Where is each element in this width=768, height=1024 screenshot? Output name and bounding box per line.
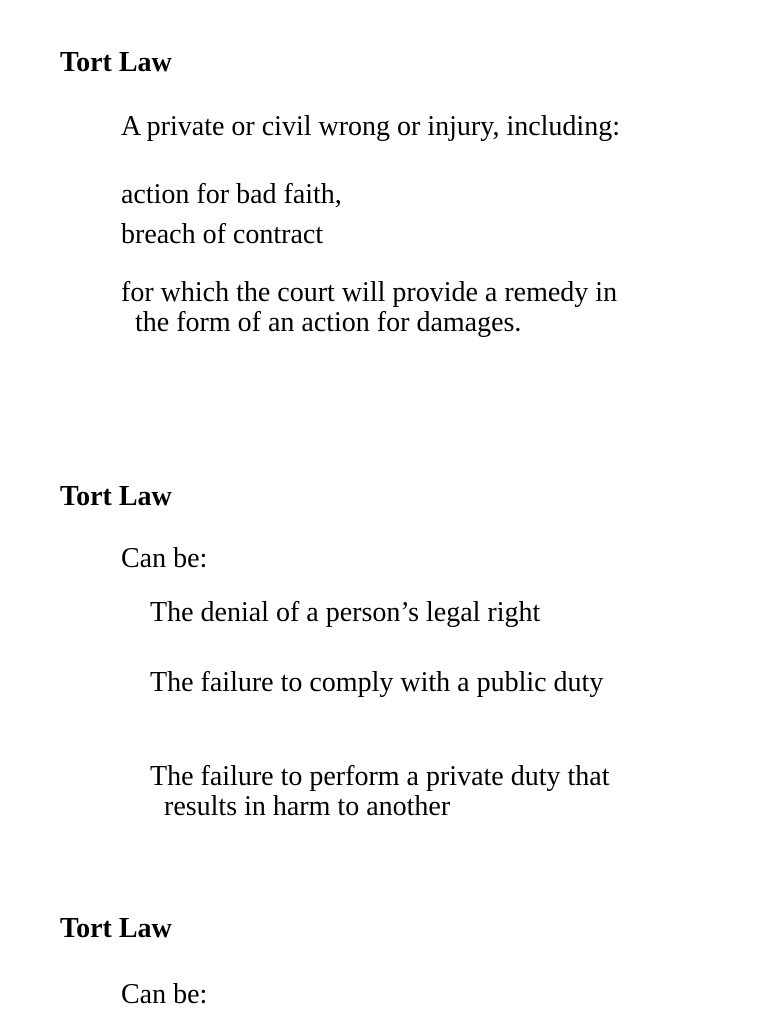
list-item-2: The failure to comply with a public duty <box>150 667 604 698</box>
section-heading-2: Tort Law <box>60 481 172 512</box>
definition-paragraph: A private or civil wrong or injury, including: <box>121 111 620 142</box>
section-heading-3: Tort Law <box>60 913 172 944</box>
definition-example-2: breach of contract <box>121 219 324 250</box>
definition-remedy-paragraph: for which the court will provide a remedy in the form of an action for damages. <box>121 277 618 338</box>
definition-example-1: action for bad faith, <box>121 179 342 210</box>
list-item-1: The denial of a person’s legal right <box>150 597 541 628</box>
section-intro-2: Can be: <box>121 543 208 574</box>
section-intro-3: Can be: <box>121 979 208 1010</box>
list-item-3: The failure to perform a private duty that results in harm to another <box>150 761 610 822</box>
section-heading-1: Tort Law <box>60 47 172 78</box>
